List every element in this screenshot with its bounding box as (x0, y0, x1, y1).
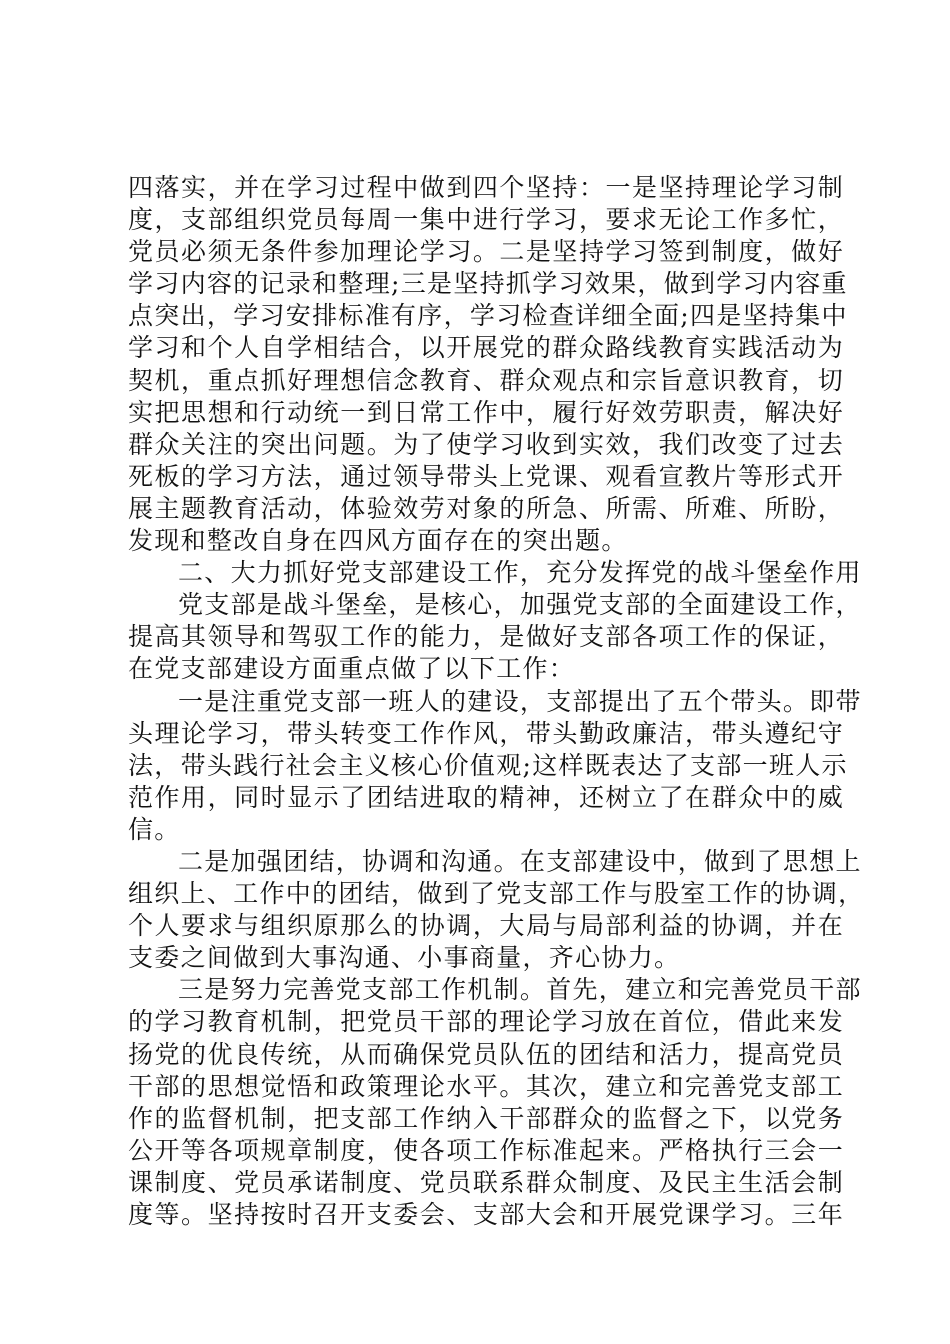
text-line: 课制度、党员承诺制度、党员联系群众制度、及民主生活会制 (128, 1167, 844, 1197)
text-line: 信。 (128, 814, 181, 844)
text-line: 实把思想和行动统一到日常工作中，履行好效劳职责，解决好 (128, 397, 844, 427)
text-line: 点突出，学习安排标准有序，学习检查详细全面;四是坚持集中 (128, 301, 848, 331)
text-line: 扬党的优良传统，从而确保党员队伍的团结和活力，提高党员 (128, 1039, 844, 1069)
text-line: 个人要求与组织原那么的协调，大局与局部利益的协调，并在 (128, 911, 844, 941)
text-line: 度等。坚持按时召开支委会、支部大会和开展党课学习。三年 (128, 1200, 844, 1229)
text-line: 一是注重党支部一班人的建设，支部提出了五个带头。即带 (178, 686, 862, 716)
text-line: 作的监督机制，把支部工作纳入干部群众的监督之下，以党务 (128, 1103, 844, 1133)
text-line: 党员必须无条件参加理论学习。二是坚持学习签到制度，做好 (128, 237, 844, 267)
text-line: 范作用，同时显示了团结进取的精神，还树立了在群众中的威 (128, 782, 844, 812)
body-text (128, 172, 865, 1231)
text-line: 死板的学习方法，通过领导带头上党课、观看宣教片等形式开 (128, 461, 844, 491)
text-line: 法，带头践行社会主义核心价值观;这样既表达了支部一班人示 (128, 750, 848, 780)
text-line: 学习和个人自学相结合，以开展党的群众路线教育实践活动为 (128, 333, 844, 363)
text-line: 三是努力完善党支部工作机制。首先，建立和完善党员干部 (178, 975, 862, 1005)
text-line: 干部的思想觉悟和政策理论水平。其次，建立和完善党支部工 (128, 1071, 844, 1101)
text-line: 提高其领导和驾驭工作的能力，是做好支部各项工作的保证， (128, 622, 844, 652)
text-line: 公开等各项规章制度，使各项工作标准起来。严格执行三会一 (128, 1135, 844, 1165)
text-line: 的学习教育机制，把党员干部的理论学习放在首位，借此来发 (128, 1007, 844, 1037)
text-line: 支委之间做到大事沟通、小事商量，齐心协力。 (128, 943, 681, 973)
text-line: 四落实，并在学习过程中做到四个坚持：一是坚持理论学习制 (128, 173, 844, 202)
text-line: 党支部是战斗堡垒，是核心，加强党支部的全面建设工作， (178, 590, 862, 620)
text-line: 二是加强团结，协调和沟通。在支部建设中，做到了思想上 (178, 846, 862, 876)
text-line: 头理论学习，带头转变工作作风，带头勤政廉洁，带头遵纪守 (128, 718, 844, 748)
text-line: 度，支部组织党员每周一集中进行学习，要求无论工作多忙， (128, 205, 844, 235)
text-line: 展主题教育活动，体验效劳对象的所急、所需、所难、所盼， (128, 493, 844, 523)
text-line: 在党支部建设方面重点做了以下工作： (128, 654, 576, 684)
text-line: 发现和整改自身在四风方面存在的突出题。 (128, 526, 628, 556)
text-line: 学习内容的记录和整理;三是坚持抓学习效果，做到学习内容重 (128, 269, 848, 299)
section-heading: 二、大力抓好党支部建设工作，充分发挥党的战斗堡垒作用 (178, 558, 862, 588)
text-line: 契机，重点抓好理想信念教育、群众观点和宗旨意识教育，切 (128, 365, 844, 395)
text-line: 组织上、工作中的团结，做到了党支部工作与股室工作的协调， (128, 879, 865, 909)
text-line: 群众关注的突出问题。为了使学习收到实效，我们改变了过去 (128, 429, 844, 459)
